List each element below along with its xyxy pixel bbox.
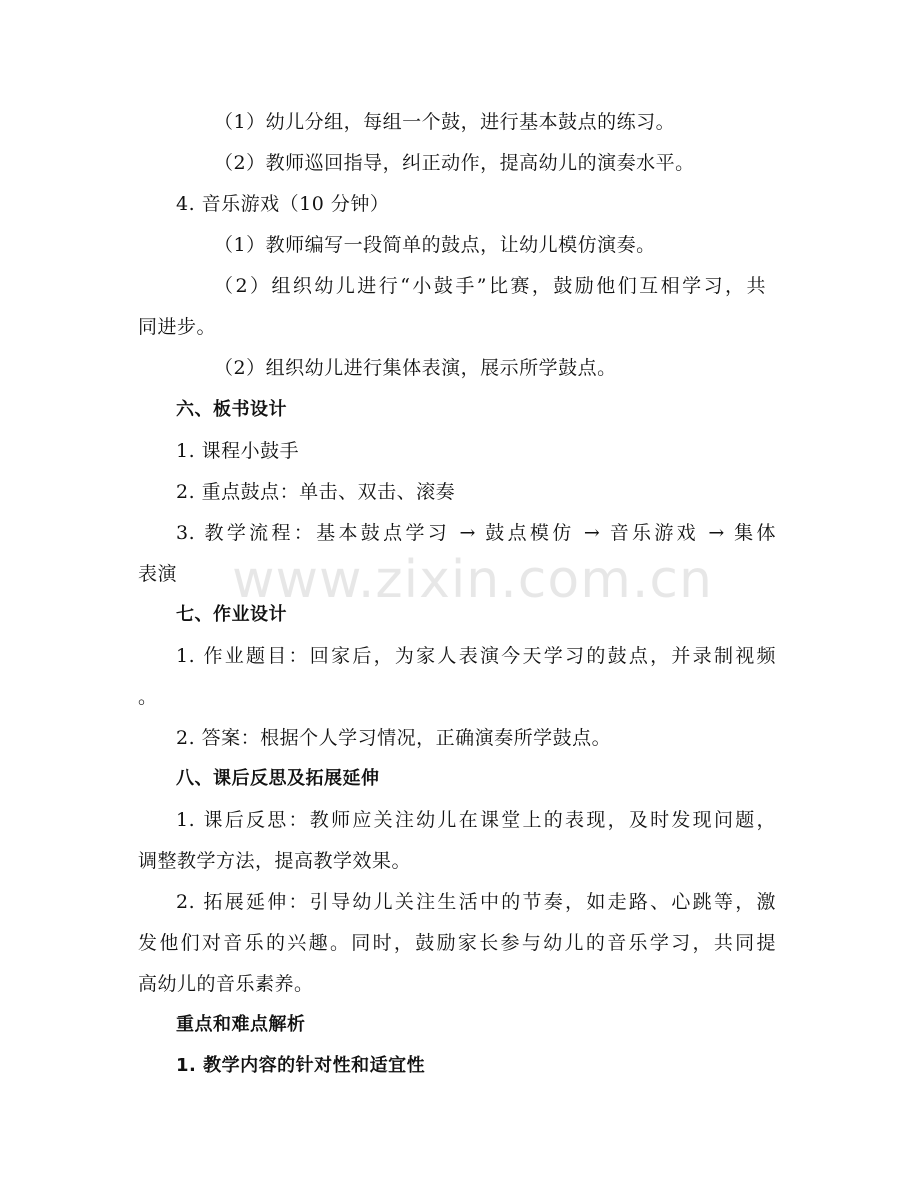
list-item: 2. 拓展延伸：引导幼儿关注生活中的节奏，如走路、心跳等，激 xyxy=(176,891,776,913)
paragraph-line: （2）组织幼儿进行集体表演，展示所学鼓点。 xyxy=(214,357,617,379)
paragraph-line: 同进步。 xyxy=(138,316,217,338)
paragraph-line: 调整教学方法，提高教学效果。 xyxy=(138,850,412,872)
section-heading: 八、课后反思及拓展延伸 xyxy=(176,768,380,789)
paragraph-line: （1）幼儿分组，每组一个鼓，进行基本鼓点的练习。 xyxy=(214,111,676,133)
paragraph-line: 。 xyxy=(138,686,158,708)
list-item: 1. 作业题目：回家后，为家人表演今天学习的鼓点，并录制视频 xyxy=(176,645,776,667)
paragraph-line: 表演 xyxy=(138,563,178,585)
section-heading: 六、板书设计 xyxy=(176,399,287,420)
paragraph-line: 高幼儿的音乐素养。 xyxy=(138,973,314,995)
watermark: www.zixin.com.cn xyxy=(232,550,713,610)
section-heading: 重点和难点解析 xyxy=(176,1014,306,1035)
paragraph-line: （2）教师巡回指导，纠正动作，提高幼儿的演奏水平。 xyxy=(214,152,695,174)
paragraph-line: （2）组织幼儿进行“小鼓手”比赛，鼓励他们互相学习，共 xyxy=(214,275,766,297)
list-item: 1. 课后反思：教师应关注幼儿在课堂上的表现，及时发现问题， xyxy=(176,809,776,831)
paragraph-line: 发他们对音乐的兴趣。同时，鼓励家长参与幼儿的音乐学习，共同提 xyxy=(138,932,776,954)
list-item: 2. 答案：根据个人学习情况，正确演奏所学鼓点。 xyxy=(176,727,612,749)
list-item-heading: 4. 音乐游戏（10 分钟） xyxy=(176,193,390,215)
section-heading: 1. 教学内容的针对性和适宜性 xyxy=(176,1055,426,1076)
section-heading: 七、作业设计 xyxy=(176,604,287,625)
list-item: 2. 重点鼓点：单击、双击、滚奏 xyxy=(176,481,456,503)
list-item: 1. 课程小鼓手 xyxy=(176,440,300,462)
list-item: 3. 教学流程：基本鼓点学习 → 鼓点模仿 → 音乐游戏 → 集体 xyxy=(176,522,776,544)
paragraph-line: （1）教师编写一段简单的鼓点，让幼儿模仿演奏。 xyxy=(214,234,656,256)
